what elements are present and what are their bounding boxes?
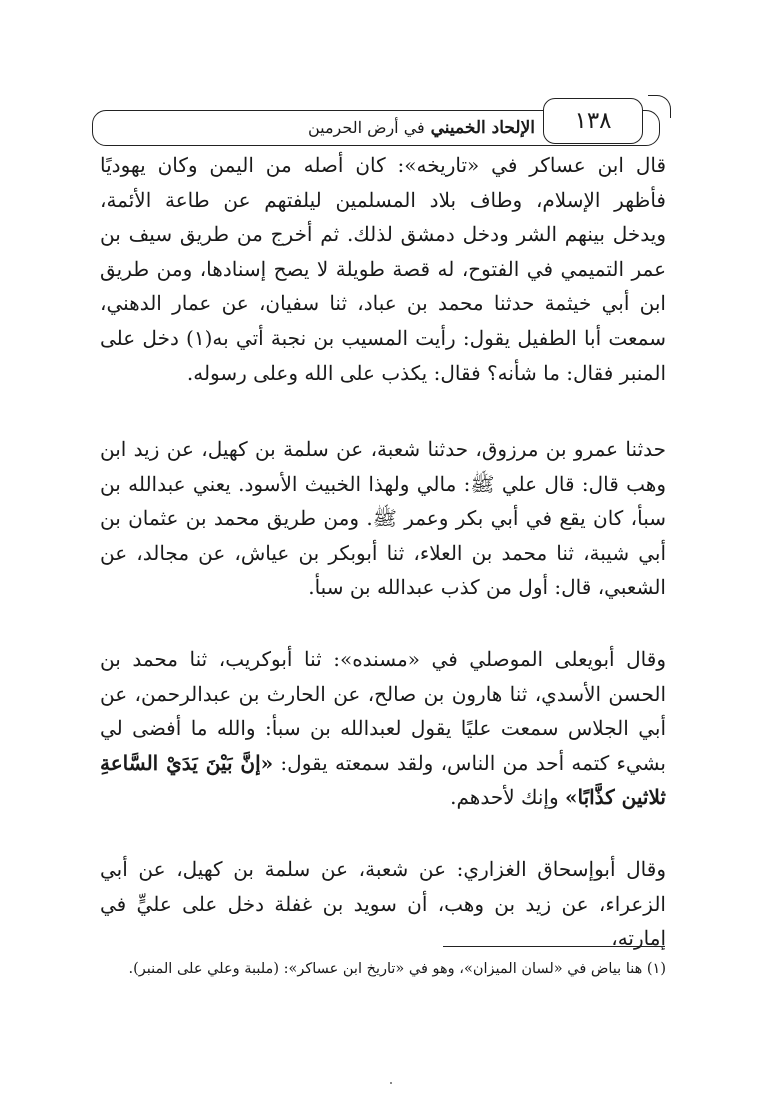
paragraph-3-text bbox=[100, 642, 666, 815]
paragraph-3-part-b: وإنك لأحدهم. bbox=[450, 785, 565, 810]
paragraph-1-text: قال ابن عساكر في «تاريخه»: كان أصله من اليمن وكان يهوديًا فأظهر الإسلام، وطاف بلاد المسلمين ليلفتهم عن طاعة الأئمة، ويدخل بينهم الشر ودخل دمشق لذلك. ثم أخرج من طريق سيف بن عمر التميمي في الفتوح، له قصة طويلة لا يصح إسنادها، ومن طريق ابن أبي خيثمة حدثنا محمد بن عباد، ثنا سفيان، عن عمار الدهني، سمعت أبا الطفيل يقول: رأيت المسيب بن نجبة أتي به(١) دخل على المنبر فقال: ما شأنه؟ فقال: يكذب على الله وعلى رسوله. bbox=[100, 153, 666, 385]
paragraph-1 bbox=[100, 148, 666, 390]
paragraph-2-text: حدثنا عمرو بن مرزوق، حدثنا شعبة، عن سلمة بن كهيل، عن زيد ابن وهب قال: قال علي ﷺ: مالي ولهذا الخبيث الأسود. يعني عبدالله بن سبأ، كان يقع في أبي بكر وعمر ﷺ. ومن طريق محمد بن عثمان بن أبي شيبة، ثنا محمد بن العلاء، ثنا أبوبكر بن عياش، عن مجالد، عن الشعبي، قال: أول من كذب عبدالله بن سبأ. bbox=[100, 437, 666, 600]
paragraph-3-part-a: وقال أبويعلى الموصلي في «مسنده»: ثنا أبوكريب، ثنا محمد بن الحسن الأسدي، ثنا هارون بن صالح، عن الحارث بن عبدالرحمن، عن أبي الجلاس سمعت عليًا يقول لعبدالله بن سبأ: والله ما أفضى لي بشيء كتمه أحد من الناس، ولقد سمعته يقول: bbox=[100, 647, 666, 775]
hadith-quote: «إنَّ بَيْنَ يَدَيْ السَّاعةِ ثلاثين كذَّابًا» bbox=[100, 750, 666, 810]
book-title-main: الإلحاد الخميني bbox=[430, 118, 535, 138]
page-number-box bbox=[543, 98, 643, 144]
header-ornament bbox=[648, 95, 671, 118]
book-title bbox=[111, 111, 535, 145]
footnote-divider bbox=[443, 946, 665, 947]
running-header bbox=[92, 110, 660, 146]
book-title-tail: في أرض الحرمين bbox=[307, 118, 425, 137]
page-number: ١٣٨ bbox=[574, 108, 612, 134]
paragraph-2 bbox=[100, 432, 666, 605]
paragraph-4-text: وقال أبوإسحاق الغزاري: عن شعبة، عن سلمة بن كهيل، عن أبي الزعراء، عن زيد بن وهب، أن سويد بن غفلة دخل على عليٍّ في إمارته، bbox=[100, 857, 666, 951]
footnote: (١) هنا بياض في «لسان الميزان»، وهو في «تاريخ ابن عساكر»: (ملببة وعلي على المنبر). bbox=[128, 961, 666, 977]
paragraph-3 bbox=[100, 642, 666, 815]
paragraph-4 bbox=[100, 852, 666, 956]
scan-speck bbox=[390, 1082, 392, 1084]
